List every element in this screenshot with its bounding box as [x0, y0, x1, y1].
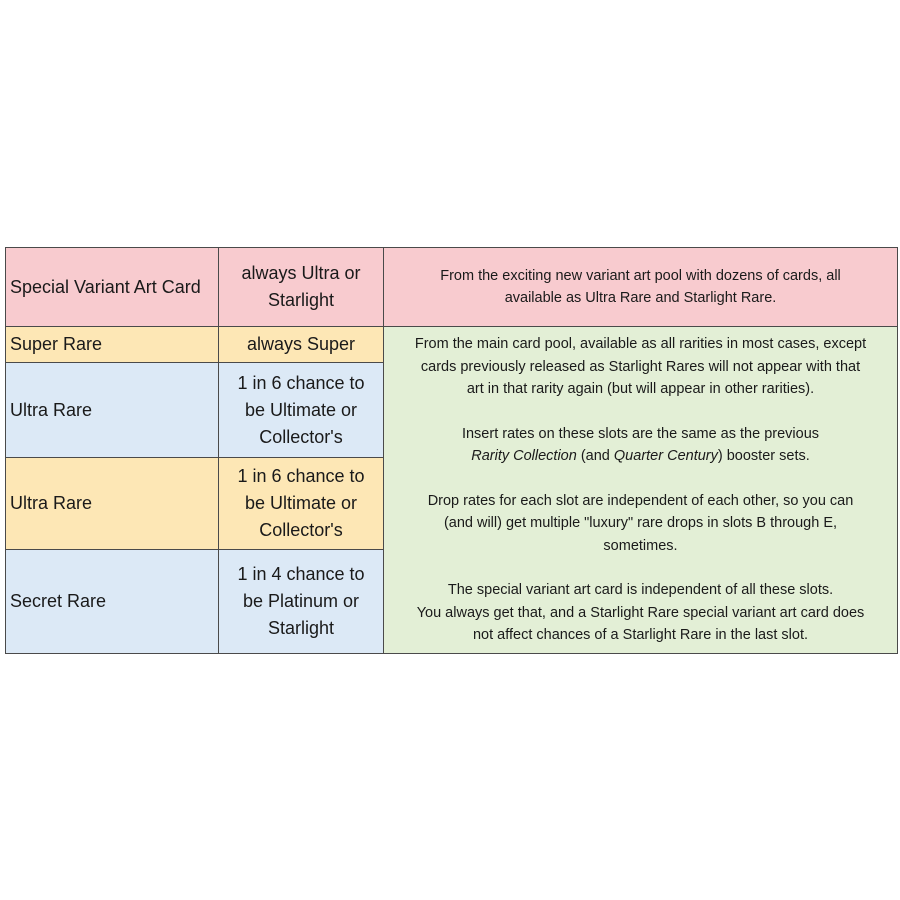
rarity-cell-special-variant [6, 248, 219, 327]
notes-paragraph-pool [411, 333, 870, 401]
rarity-label: Ultra Rare [10, 399, 93, 420]
notes-text: (and [576, 448, 614, 465]
notes-line: sometimes. [603, 537, 678, 554]
notes-line: art in that rarity again (but will appear in other rarities). [466, 381, 815, 398]
chance-line: be Ultimate or [244, 493, 358, 513]
notes-paragraph-special-variant [413, 579, 869, 647]
chance-line: 1 in 6 chance to [237, 372, 365, 393]
rarity-cell-super [6, 327, 219, 363]
chance-line: Starlight [267, 618, 335, 638]
notes-line: not affect chances of a Starlight Rare in the last slot. [472, 627, 809, 644]
rarity-label: Secret Rare [10, 591, 107, 611]
notes-text: ) booster sets. [717, 448, 810, 465]
notes-line: The special variant art card is independent of all these slots. [447, 582, 834, 599]
notes-line: From the main card pool, available as all rarities in most cases, except [414, 336, 867, 353]
rarity-cell-ultra-1 [6, 363, 219, 458]
chance-cell-secret [219, 550, 384, 653]
notes-line: From the exciting new variant art pool with dozens of cards, all [440, 267, 841, 284]
notes-line: available as Ultra Rare and Starlight Rare. [504, 290, 777, 306]
chance-cell-super [219, 327, 384, 363]
chance-line: always Ultra or [241, 263, 361, 283]
notes-cell-shared [384, 327, 897, 653]
notes-line: cards previously released as Starlight Rares will not appear with that [420, 358, 861, 375]
set-name-rarity-collection: Rarity Collection [471, 448, 577, 465]
rarity-table [5, 247, 898, 654]
chance-cell-special-variant [219, 248, 384, 327]
rarity-cell-secret [6, 550, 219, 653]
notes-line: (and will) get multiple "luxury" rare drops in slots B through E, [443, 515, 838, 532]
rarity-label: Super Rare [10, 334, 103, 354]
notes-paragraph-drop-rates [424, 490, 858, 558]
chance-cell-ultra-2 [219, 458, 384, 550]
chance-line: Starlight [267, 290, 335, 310]
chance-line: Collector's [259, 426, 343, 447]
chance-cell-ultra-1 [219, 363, 384, 458]
rarity-label: Ultra Rare [10, 493, 93, 513]
rarity-cell-ultra-2 [6, 458, 219, 550]
chance-line: be Platinum or [242, 591, 360, 611]
notes-line: You always get that, and a Starlight Rare special variant art card does [416, 604, 865, 621]
notes-line: Drop rates for each slot are independent of each other, so you can [427, 492, 854, 509]
notes-line [462, 445, 819, 468]
chance-line: Collector's [259, 520, 343, 540]
chance-line: always Super [246, 334, 356, 354]
chance-line: be Ultimate or [244, 399, 358, 420]
notes-cell-special-variant [384, 248, 897, 327]
notes-line: Insert rates on these slots are the same as the previous [461, 425, 820, 442]
set-name-quarter-century: Quarter Century [613, 448, 718, 465]
notes-paragraph [436, 265, 845, 310]
notes-paragraph-insert-rates [458, 423, 823, 468]
chance-line: 1 in 6 chance to [237, 466, 365, 486]
rarity-label: Special Variant Art Card [10, 276, 201, 297]
chance-line: 1 in 4 chance to [237, 564, 365, 584]
